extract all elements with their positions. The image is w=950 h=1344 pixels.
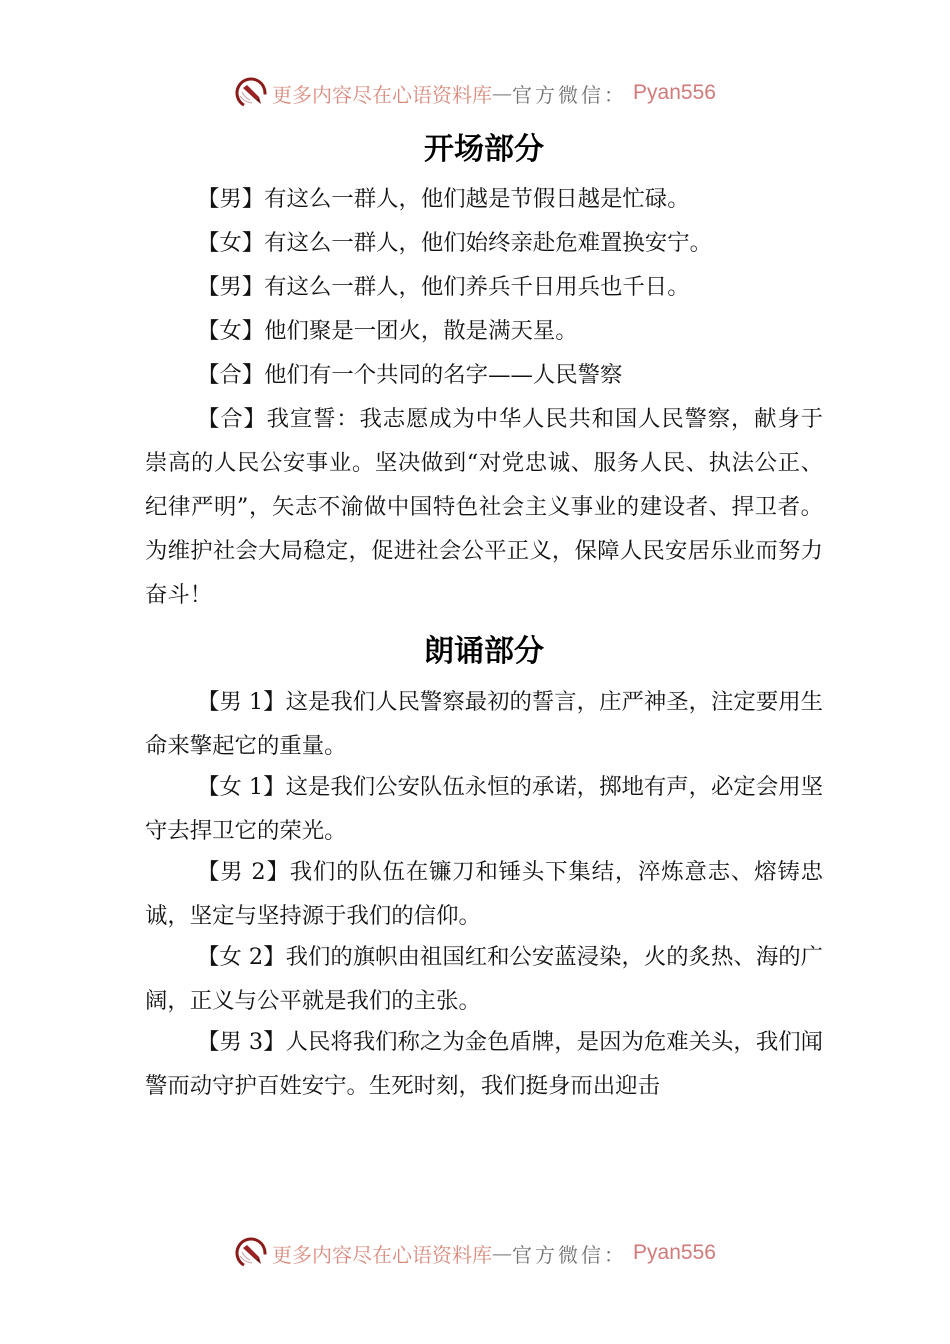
paragraph-text: 这是我们人民警察最初的誓言，庄严神圣，注定要用生命来擎起它的重量。	[145, 689, 824, 759]
paragraph	[145, 265, 823, 309]
speaker-tag: 【男】	[197, 186, 265, 212]
paragraph-text: 有这么一群人，他们越是节假日越是忙碌。	[264, 186, 690, 212]
speaker-tag: 【男 2】	[197, 859, 290, 885]
paragraph	[145, 850, 823, 938]
watermark-wechat-id: Pyan556	[633, 81, 716, 104]
paragraph-text: 我们的旗帜由祖国红和公安蓝浸染，火的炙热、海的广阔，正义与公平就是我们的主张。	[145, 944, 824, 1014]
oath-paragraph	[145, 397, 823, 617]
pen-nib-logo-icon	[234, 1236, 268, 1270]
speaker-tag: 【女】	[197, 230, 265, 256]
paragraph	[145, 935, 823, 1023]
paragraph-text: 有这么一群人，他们始终亲赴危难置换安宁。	[264, 230, 712, 256]
paragraph	[145, 309, 823, 353]
paragraph-text: 我宣誓：我志愿成为中华人民共和国人民警察，献身于崇高的人民公安事业。坚决做到“对党忠诚、服务人民、执法公正、纪律严明”，矢志不渝做中国特色社会主义事业的建设者、捍卫者。为维护社会大局稳定，促进社会公平正义，保障人民安居乐业而努力奋斗！	[145, 406, 824, 608]
watermark-wechat-label: 官方微信：	[512, 1242, 628, 1267]
speaker-tag: 【男 1】	[197, 689, 286, 715]
watermark-site-text: 更多内容尽在心语资料库	[272, 1242, 493, 1267]
pen-nib-logo-icon	[234, 76, 268, 110]
watermark-dash: —	[492, 1241, 513, 1265]
watermark-dash: —	[492, 81, 513, 105]
paragraph	[145, 221, 823, 265]
speaker-tag: 【女】	[197, 318, 265, 344]
speaker-tag: 【合】	[197, 362, 265, 388]
watermark-wechat-id: Pyan556	[633, 1241, 716, 1264]
paragraph-text: 有这么一群人，他们养兵千日用兵也千日。	[264, 274, 690, 300]
paragraph-text: 这是我们公安队伍永恒的承诺，掷地有声，必定会用坚守去捍卫它的荣光。	[145, 774, 824, 844]
speaker-tag: 【合】	[197, 406, 267, 432]
paragraph	[145, 353, 823, 397]
paragraph-text: 他们有一个共同的名字——人民警察	[264, 362, 623, 388]
section-title-recitation: 朗诵部分	[424, 634, 544, 669]
header-watermark	[0, 73, 950, 113]
speaker-tag: 【女 2】	[197, 944, 286, 970]
watermark-site-text: 更多内容尽在心语资料库	[272, 82, 493, 107]
speaker-tag: 【女 1】	[197, 774, 286, 800]
paragraph-text: 他们聚是一团火，散是满天星。	[264, 318, 578, 344]
paragraph	[145, 177, 823, 221]
watermark-wechat-label: 官方微信：	[512, 82, 628, 107]
paragraph	[145, 765, 823, 853]
paragraph	[145, 1020, 823, 1108]
section-title-opening: 开场部分	[424, 132, 544, 167]
paragraph-text: 我们的队伍在镰刀和锤头下集结，淬炼意志、熔铸忠诚，坚定与坚持源于我们的信仰。	[145, 859, 823, 929]
paragraph	[145, 680, 823, 768]
speaker-tag: 【男】	[197, 274, 265, 300]
paragraph-text: 人民将我们称之为金色盾牌，是因为危难关头，我们闻警而动守护百姓安宁。生死时刻，我们挺身而出迎击	[145, 1029, 824, 1099]
speaker-tag: 【男 3】	[197, 1029, 286, 1055]
footer-watermark	[0, 1233, 950, 1273]
